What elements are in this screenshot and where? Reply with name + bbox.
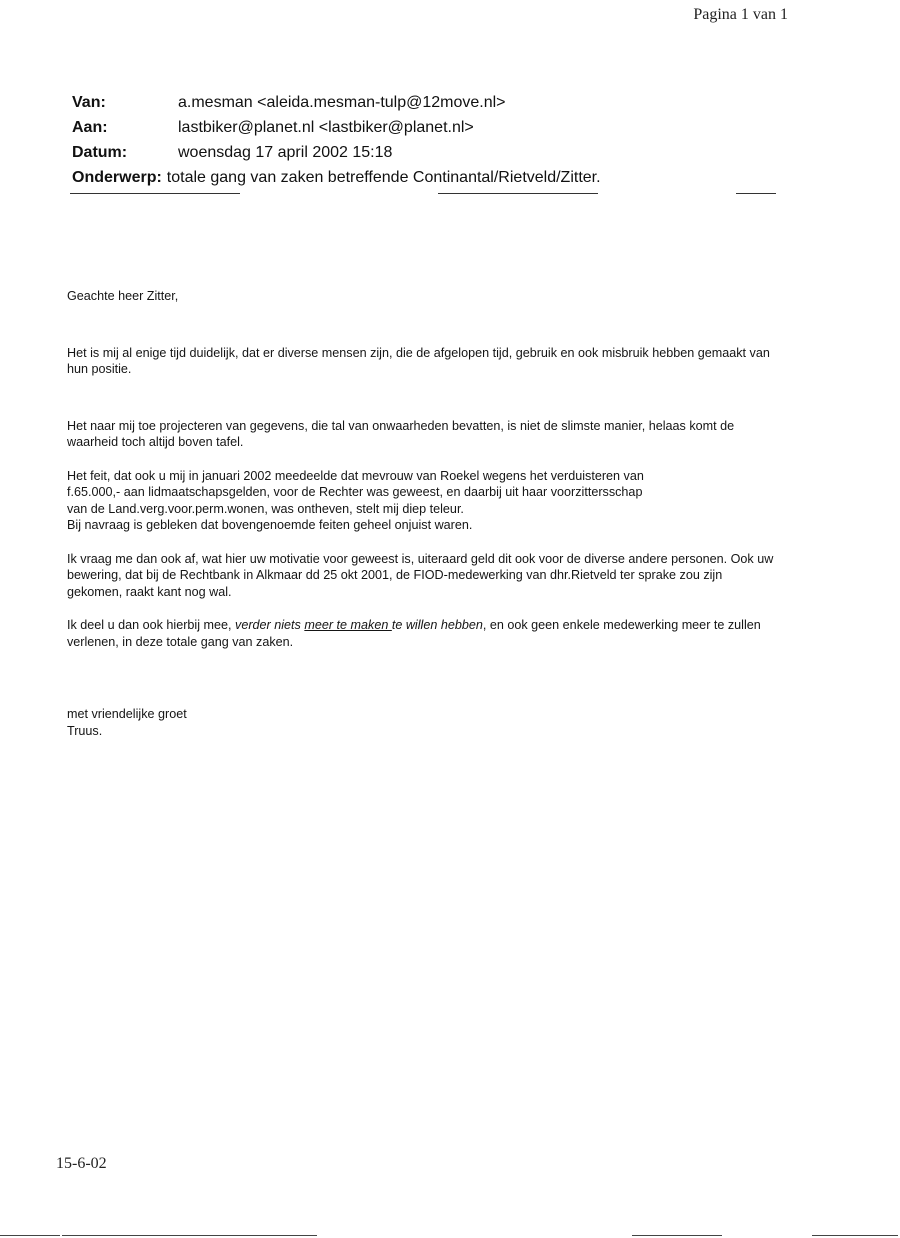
paragraph-5 bbox=[67, 617, 777, 650]
bottom-edge-line-2 bbox=[62, 1235, 317, 1236]
paragraph-5-end: , en ook geen enkele medewerking meer te zullen verlenen, in deze totale gang van zaken. bbox=[67, 618, 761, 649]
from-label: Van: bbox=[72, 94, 106, 111]
page-number-label: Pagina 1 van 1 bbox=[693, 6, 788, 23]
bottom-edge-line-4 bbox=[812, 1235, 898, 1236]
to-label: Aan: bbox=[72, 119, 108, 136]
header-divider-3 bbox=[736, 193, 776, 194]
paragraph-3-line-1: Het feit, dat ook u mij in januari 2002 meedeelde dat mevrouw van Roekel wegens het verduisteren van bbox=[67, 468, 644, 483]
paragraph-2: Het naar mij toe projecteren van gegevens, die tal van onwaarheden bevatten, is niet de slimste manier, helaas komt de waarheid toch altijd boven tafel. bbox=[67, 418, 735, 449]
paragraph-3-line-3: van de Land.verg.voor.perm.wonen, was ontheven, stelt mij diep teleur. bbox=[67, 501, 464, 516]
paragraph-5-start: Ik deel u dan ook hierbij mee, bbox=[67, 618, 236, 632]
paragraph-5-emphasis-underlined: meer te maken bbox=[304, 618, 392, 632]
header-subject-row bbox=[72, 165, 601, 190]
salutation: Geachte heer Zitter, bbox=[67, 289, 179, 303]
header-date-row bbox=[72, 140, 601, 165]
header-divider-1 bbox=[70, 193, 240, 194]
from-value: a.mesman <aleida.mesman-tulp@12move.nl> bbox=[178, 94, 506, 111]
bottom-edge-line-3 bbox=[632, 1235, 722, 1236]
footer-date: 15-6-02 bbox=[56, 1155, 107, 1172]
closing: met vriendelijke groet bbox=[67, 707, 187, 721]
paragraph-5-emphasis-1: verder niets bbox=[235, 618, 305, 632]
header-to-row bbox=[72, 115, 601, 140]
paragraph-3 bbox=[67, 468, 777, 534]
paragraph-5-emphasis-2: te willen hebben bbox=[391, 618, 483, 632]
subject-label: Onderwerp: bbox=[72, 169, 162, 186]
bottom-edge-line-1 bbox=[0, 1235, 60, 1236]
paragraph-1: Het is mij al enige tijd duidelijk, dat er diverse mensen zijn, die de afgelopen tijd, gebruik en ook misbruik hebben gemaakt van hun positie. bbox=[67, 345, 770, 376]
paragraph-3-line-4: Bij navraag is gebleken dat bovengenoemde feiten geheel onjuist waren. bbox=[67, 518, 473, 532]
letter-body bbox=[67, 288, 777, 739]
date-label: Datum: bbox=[72, 144, 128, 161]
header-divider-2 bbox=[438, 193, 598, 194]
to-value: lastbiker@planet.nl <lastbiker@planet.nl> bbox=[178, 119, 474, 136]
paragraph-4: Ik vraag me dan ook af, wat hier uw motivatie voor geweest is, uiteraard geld dit ook voor de diverse andere personen. Ook uw bewering, dat bij de Rechtbank in Alkmaar dd 25 okt 2001, de FIOD-medewerking van dhr.Rietveld ter sprake zou zijn gekomen, raakt kant nog wal. bbox=[67, 551, 774, 599]
signature: Truus. bbox=[67, 723, 103, 738]
email-header bbox=[72, 90, 601, 190]
paragraph-3-line-2: f.65.000,- aan lidmaatschapsgelden, voor de Rechter was geweest, en daarbij uit haar voorzittersschap bbox=[67, 485, 643, 499]
date-value: woensdag 17 april 2002 15:18 bbox=[178, 144, 393, 161]
subject-value: totale gang van zaken betreffende Continantal/Rietveld/Zitter. bbox=[166, 169, 601, 186]
header-from-row bbox=[72, 90, 601, 115]
